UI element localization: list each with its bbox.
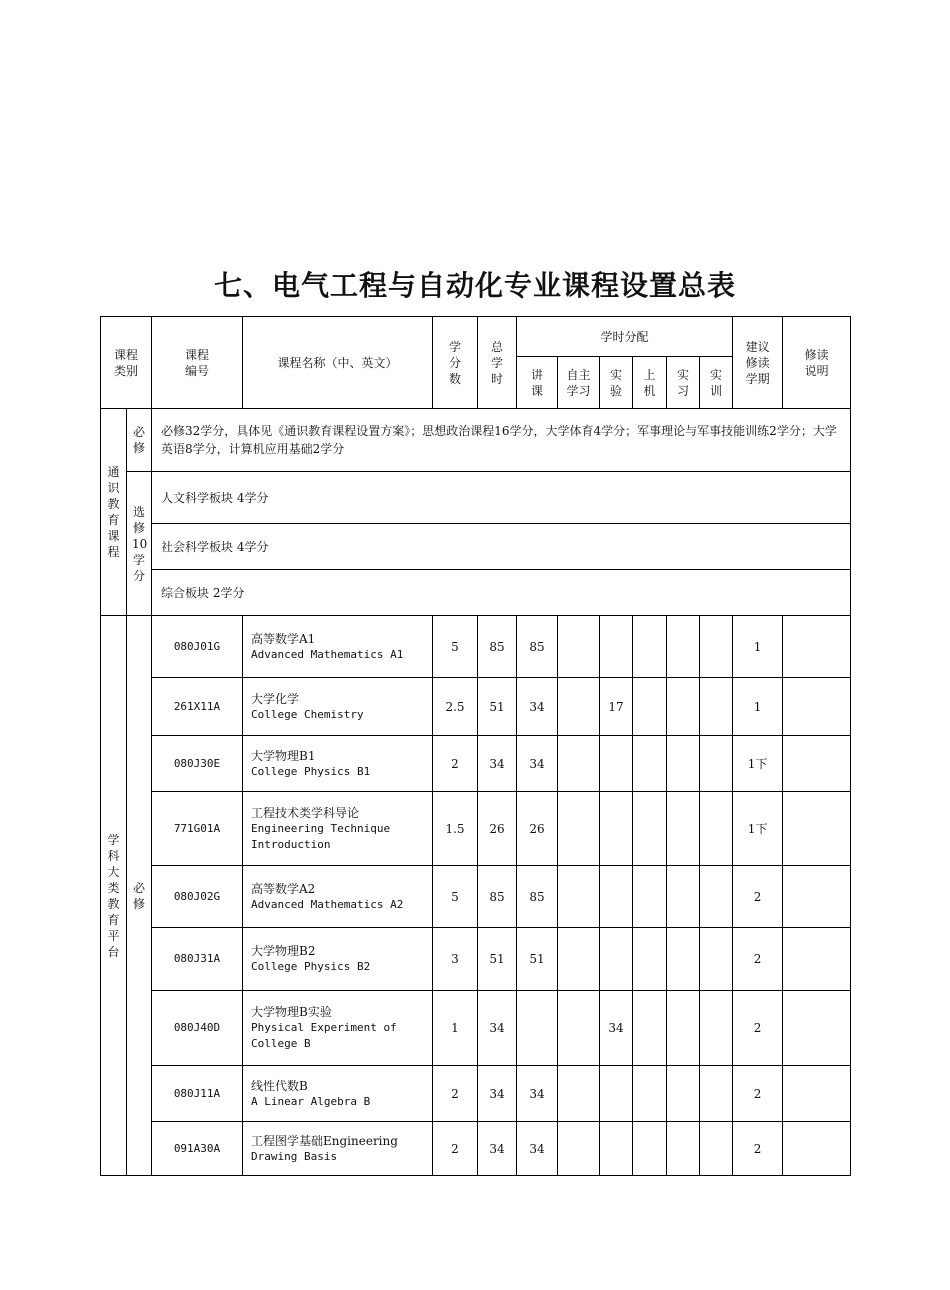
course-experiment-hours <box>600 928 633 991</box>
course-training-hours <box>700 928 733 991</box>
course-credits: 1.5 <box>433 792 478 866</box>
course-semester: 2 <box>733 866 783 928</box>
header-category <box>101 317 152 409</box>
course-total-hours: 34 <box>478 991 517 1066</box>
course-computer-hours <box>633 928 667 991</box>
course-name <box>243 792 433 866</box>
course-computer-hours <box>633 1122 667 1176</box>
header-name: 课程名称（中、英文） <box>243 317 433 409</box>
course-name <box>243 991 433 1066</box>
table-row <box>101 1122 851 1176</box>
course-semester: 2 <box>733 1066 783 1122</box>
course-total-hours: 85 <box>478 616 517 678</box>
course-lecture-hours: 85 <box>517 616 558 678</box>
header-semester-text: 建议修读学期 <box>745 339 770 386</box>
course-self-study-hours <box>558 792 600 866</box>
course-credits: 2 <box>433 1066 478 1122</box>
course-note <box>783 1122 851 1176</box>
course-semester: 1 <box>733 678 783 736</box>
course-name-cn: 工程技术类学科导论 <box>251 805 360 820</box>
course-name-en: Advanced Mathematics A2 <box>251 897 404 911</box>
course-computer-hours <box>633 1066 667 1122</box>
table-row <box>101 991 851 1066</box>
course-self-study-hours <box>558 991 600 1066</box>
course-self-study-hours <box>558 928 600 991</box>
course-name-en: College Chemistry <box>251 707 364 721</box>
course-total-hours: 34 <box>478 1066 517 1122</box>
course-note <box>783 792 851 866</box>
course-lecture-hours: 51 <box>517 928 558 991</box>
header-self-study-text: 自主学习 <box>566 367 591 398</box>
course-name-cn: 工程图学基础Engineering <box>251 1133 398 1148</box>
course-semester: 2 <box>733 1122 783 1176</box>
platform-required-label-text: 必修 <box>132 880 145 911</box>
course-experiment-hours: 34 <box>600 991 633 1066</box>
header-credits-text: 学分数 <box>448 339 461 386</box>
header-semester <box>733 317 783 409</box>
course-credits: 5 <box>433 866 478 928</box>
course-practice-hours <box>667 792 700 866</box>
course-lecture-hours: 34 <box>517 678 558 736</box>
course-name-en: Drawing Basis <box>251 1149 338 1163</box>
course-practice-hours <box>667 736 700 792</box>
course-code: 080J40D <box>152 991 243 1066</box>
course-computer-hours <box>633 616 667 678</box>
course-semester: 1 <box>733 616 783 678</box>
general-required-row <box>101 409 851 472</box>
course-training-hours <box>700 1066 733 1122</box>
header-training <box>700 357 733 409</box>
course-lecture-hours <box>517 991 558 1066</box>
course-semester: 1下 <box>733 736 783 792</box>
header-notes-text: 修读说明 <box>804 347 829 378</box>
course-lecture-hours: 85 <box>517 866 558 928</box>
course-experiment-hours <box>600 616 633 678</box>
course-total-hours: 51 <box>478 678 517 736</box>
course-credits: 5 <box>433 616 478 678</box>
course-note <box>783 991 851 1066</box>
page-title: 七、电气工程与自动化专业课程设置总表 <box>213 269 736 302</box>
course-computer-hours <box>633 736 667 792</box>
course-code: 771G01A <box>152 792 243 866</box>
course-training-hours <box>700 1122 733 1176</box>
platform-required-label <box>127 616 152 1176</box>
course-practice-hours <box>667 991 700 1066</box>
course-training-hours <box>700 792 733 866</box>
course-name <box>243 736 433 792</box>
platform-category-text: 学科大类教育平台 <box>107 832 120 959</box>
course-code: 261X11A <box>152 678 243 736</box>
course-experiment-hours <box>600 736 633 792</box>
course-code: 091A30A <box>152 1122 243 1176</box>
header-practice-text: 实习 <box>676 367 689 398</box>
course-practice-hours <box>667 616 700 678</box>
course-name <box>243 1066 433 1122</box>
course-name <box>243 1122 433 1176</box>
header-row-1 <box>101 317 851 357</box>
general-required-label-text: 必修 <box>132 425 145 455</box>
course-computer-hours <box>633 678 667 736</box>
course-name-cn: 高等数学A2 <box>251 881 316 896</box>
course-total-hours: 51 <box>478 928 517 991</box>
course-self-study-hours <box>558 616 600 678</box>
course-semester: 1下 <box>733 792 783 866</box>
course-code: 080J02G <box>152 866 243 928</box>
course-name-en: Engineering Technique Introduction <box>251 821 391 851</box>
course-semester: 2 <box>733 991 783 1066</box>
course-lecture-hours: 26 <box>517 792 558 866</box>
course-practice-hours <box>667 1122 700 1176</box>
course-self-study-hours <box>558 1066 600 1122</box>
course-name-en: Advanced Mathematics A1 <box>251 647 404 661</box>
course-name-en: College Physics B2 <box>251 960 371 973</box>
course-name <box>243 866 433 928</box>
course-computer-hours <box>633 792 667 866</box>
course-note <box>783 616 851 678</box>
general-elective-row <box>101 472 851 524</box>
general-category-text: 通识教育课程 <box>107 465 120 559</box>
course-name-cn: 大学化学 <box>251 691 300 706</box>
general-required-desc: 必修32学分，具体见《通识教育课程设置方案》；思想政治课程16学分，大学体育4学分；军事理论与军事技能训练2学分；大学英语8学分，计算机应用基础2学分 <box>152 409 851 472</box>
course-code: 080J01G <box>152 616 243 678</box>
course-credits: 1 <box>433 991 478 1066</box>
course-training-hours <box>700 991 733 1066</box>
course-name-en: A Linear Algebra B <box>251 1094 371 1108</box>
course-practice-hours <box>667 866 700 928</box>
header-credits <box>433 317 478 409</box>
course-total-hours: 85 <box>478 866 517 928</box>
course-name <box>243 928 433 991</box>
elective-item: 社会科学板块 4学分 <box>152 524 851 570</box>
general-elective-row <box>101 570 851 616</box>
course-experiment-hours <box>600 792 633 866</box>
course-note <box>783 736 851 792</box>
header-code-text: 课程编号 <box>184 347 209 378</box>
course-experiment-hours: 17 <box>600 678 633 736</box>
course-total-hours: 26 <box>478 792 517 866</box>
header-computer <box>633 357 667 409</box>
header-code <box>152 317 243 409</box>
course-experiment-hours <box>600 1066 633 1122</box>
header-hours-distribution: 学时分配 <box>517 317 733 357</box>
course-self-study-hours <box>558 1122 600 1176</box>
course-total-hours: 34 <box>478 1122 517 1176</box>
general-category <box>101 409 127 616</box>
course-experiment-hours <box>600 866 633 928</box>
course-credits: 2 <box>433 736 478 792</box>
header-lecture-text: 讲课 <box>530 367 543 398</box>
header-experiment-text: 实验 <box>609 367 622 398</box>
course-training-hours <box>700 616 733 678</box>
course-experiment-hours <box>600 1122 633 1176</box>
course-note <box>783 866 851 928</box>
general-required-label <box>127 409 152 472</box>
header-training-text: 实训 <box>710 367 723 398</box>
course-code: 080J30E <box>152 736 243 792</box>
course-table <box>100 316 851 1176</box>
table-row <box>101 616 851 678</box>
course-name-en: College Physics B1 <box>251 764 371 778</box>
course-code: 080J11A <box>152 1066 243 1122</box>
course-lecture-hours: 34 <box>517 736 558 792</box>
table-row <box>101 1066 851 1122</box>
header-experiment <box>600 357 633 409</box>
table-row <box>101 792 851 866</box>
course-credits: 2 <box>433 1122 478 1176</box>
table-row <box>101 866 851 928</box>
elective-item: 综合板块 2学分 <box>152 570 851 616</box>
table-row <box>101 928 851 991</box>
course-note <box>783 928 851 991</box>
course-practice-hours <box>667 1066 700 1122</box>
course-credits: 3 <box>433 928 478 991</box>
course-credits: 2.5 <box>433 678 478 736</box>
course-practice-hours <box>667 678 700 736</box>
course-training-hours <box>700 678 733 736</box>
course-computer-hours <box>633 866 667 928</box>
course-note <box>783 1066 851 1122</box>
course-name-cn: 大学物理B1 <box>251 748 316 763</box>
course-name-cn: 大学物理B实验 <box>251 1005 332 1019</box>
header-notes <box>783 317 851 409</box>
course-name-en: Physical Experiment of College B <box>251 1021 397 1050</box>
header-practice <box>667 357 700 409</box>
elective-item: 人文科学板块 4学分 <box>152 472 851 524</box>
course-semester: 2 <box>733 928 783 991</box>
table-row <box>101 678 851 736</box>
table-row <box>101 736 851 792</box>
course-self-study-hours <box>558 866 600 928</box>
course-self-study-hours <box>558 678 600 736</box>
header-computer-text: 上机 <box>643 367 656 398</box>
course-code: 080J31A <box>152 928 243 991</box>
course-self-study-hours <box>558 736 600 792</box>
general-elective-row <box>101 524 851 570</box>
course-name-cn: 大学物理B2 <box>251 944 316 958</box>
general-elective-label-text: 选修10学分 <box>132 504 148 583</box>
course-lecture-hours: 34 <box>517 1122 558 1176</box>
course-total-hours: 34 <box>478 736 517 792</box>
platform-category <box>101 616 127 1176</box>
course-training-hours <box>700 866 733 928</box>
course-name-cn: 线性代数B <box>251 1078 308 1093</box>
course-computer-hours <box>633 991 667 1066</box>
header-self-study <box>558 357 600 409</box>
course-note <box>783 678 851 736</box>
header-total-hours <box>478 317 517 409</box>
header-category-text: 课程类别 <box>113 347 138 378</box>
header-lecture <box>517 357 558 409</box>
course-lecture-hours: 34 <box>517 1066 558 1122</box>
course-name-cn: 高等数学A1 <box>251 631 316 646</box>
course-name <box>243 678 433 736</box>
general-elective-label <box>127 472 152 616</box>
course-name <box>243 616 433 678</box>
course-practice-hours <box>667 928 700 991</box>
course-training-hours <box>700 736 733 792</box>
header-total-hours-text: 总学时 <box>490 339 503 386</box>
